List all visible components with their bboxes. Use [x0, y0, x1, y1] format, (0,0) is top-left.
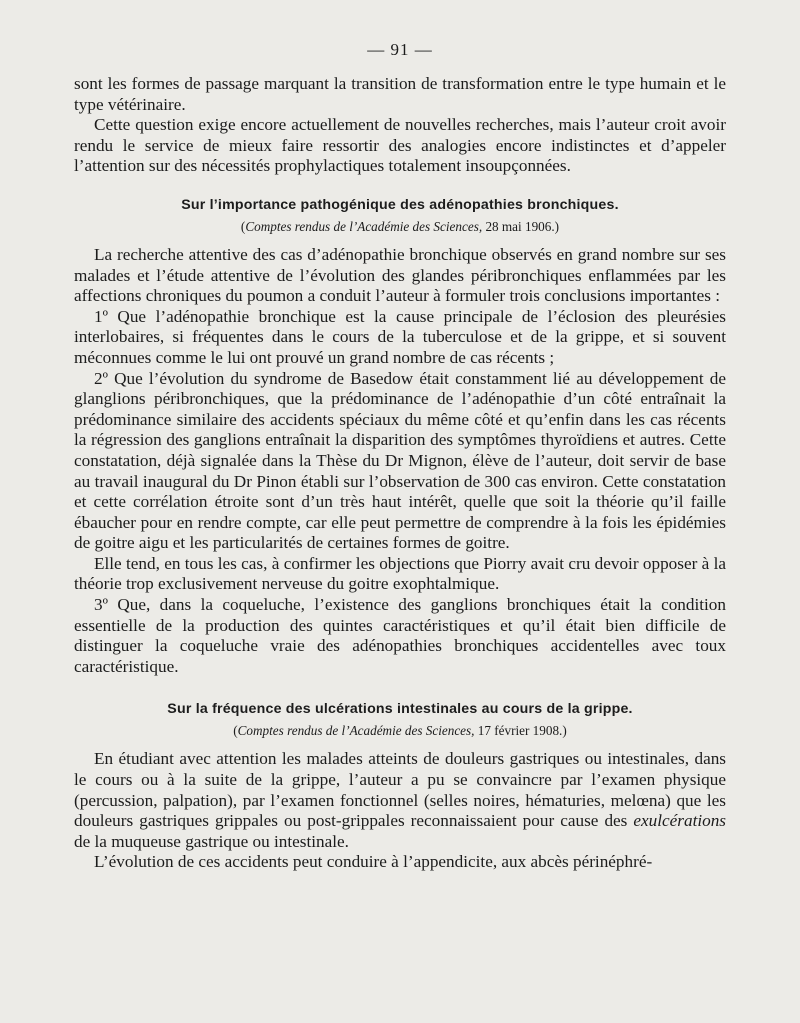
- section-1-source: (Comptes rendus de l’Académie des Sciences, 28 mai 1906.): [240, 218, 560, 234]
- section-1-paragraph-4: Elle tend, en tous les cas, à confirmer les objections que Piorry avait cru devoir opposer à la théorie trop exclusivement nerveuse du goitre exophtalmique.: [74, 553, 726, 594]
- section-1-paragraph-5: 3º Que, dans la coqueluche, l’existence des ganglions bronchiques était la condition essentielle de la production des quintes caractéristiques et qu’il était bien difficile de distinguer la coqueluche vraie des adénopathies bronchiques accidentelles avec toux caractéristique.: [74, 595, 726, 676]
- section-1-paragraph-1: La recherche attentive des cas d’adénopathie bronchique observés en grand nombre sur ses malades et l’étude attentive de l’évolution des glandes péribronchiques enflammées par les affections chroniques du poumon a conduit l’auteur à formuler trois conclusions importantes :: [74, 244, 726, 306]
- section-2-paragraph-2: L’évolution de ces accidents peut conduire à l’appendicite, aux abcès périnéphré-: [94, 852, 653, 872]
- section-1-paragraph-3: 2º Que l’évolution du syndrome de Basedow était constamment lié au développement de glanglions péribronchiques, que la prédominance de l’adénopathie d’un côté entraînait la prédominance similaire des accidents spéciaux du même côté et qu’enfin dans les cas récents la régression des ganglions entraînait la disparition des symptômes thyroïdiens et autres. Cette constatation, déjà signalée dans la Thèse du Dr Mignon, élève de l’auteur, doit servir de base au travail inaugural du Dr Pinon établi sur l’observation de 300 cas environ. Cette constatation et cette corrélation étroite sont d’un très haut intérêt, quelle que soit la théorie qu’il faille ébaucher pour en rendre compte, car elle peut permettre de comprendre à la fois les épidémies de goitre aigu et les particularités de certaines formes de goitre.: [74, 368, 726, 553]
- page-number: — 91 —: [367, 40, 433, 59]
- section-2-title: Sur la fréquence des ulcérations intestinales au cours de la grippe.: [167, 701, 633, 718]
- section-2-paragraph-1-text-a: En étudiant avec attention les malades atteints de douleurs gastriques ou intestinales, dans le cours ou à la suite de la grippe, l’auteur a pu se convaincre par l’examen physique (percussion, palpation), par l’examen fonctionnel (selles noires, hématuries, melœna) que les douleurs gastriques grippales ou post-grippales reconnaissaient pour cause des: [74, 749, 726, 831]
- section-2-paragraph-1-text-b: de la muqueuse gastrique ou intestinale.: [74, 831, 349, 851]
- section-1-paragraph-2: 1º Que l’adénopathie bronchique est la cause principale de l’éclosion des pleurésies interlobaires, si fréquentes dans le cours de la tuberculose et de la grippe, et si souvent méconnues comme le lui ont prouvé un grand nombre de cas récents ;: [74, 306, 726, 367]
- section-1-title: Sur l’importance pathogénique des adénopathies bronchiques.: [181, 196, 619, 213]
- section-2-source-journal: Comptes rendus de l’Académie des Sciences,: [237, 723, 475, 739]
- section-2-paragraph-1: [74, 749, 726, 852]
- section-2-source: (Comptes rendus de l’Académie des Sciences, 17 février 1908.): [233, 723, 567, 739]
- section-1-source-journal: Comptes rendus de l’Académie des Sciences,: [245, 218, 483, 234]
- section-2-paragraph-1-emphasis: exulcérations: [633, 811, 726, 831]
- section-1-source-date: 28 mai 1906.: [485, 218, 555, 234]
- intro-paragraph-1: sont les formes de passage marquant la transition de transformation entre le type humain et le type vétérinaire.: [74, 74, 726, 114]
- section-2-source-date: 17 février 1908.: [477, 723, 563, 739]
- intro-paragraph-2: Cette question exige encore actuellement de nouvelles recherches, mais l’auteur croit avoir rendu le service de mieux faire ressortir des analogies encore indistinctes et d’appeler l’attention sur des nécessités prophylactiques totalement insoupçonnées.: [74, 115, 726, 176]
